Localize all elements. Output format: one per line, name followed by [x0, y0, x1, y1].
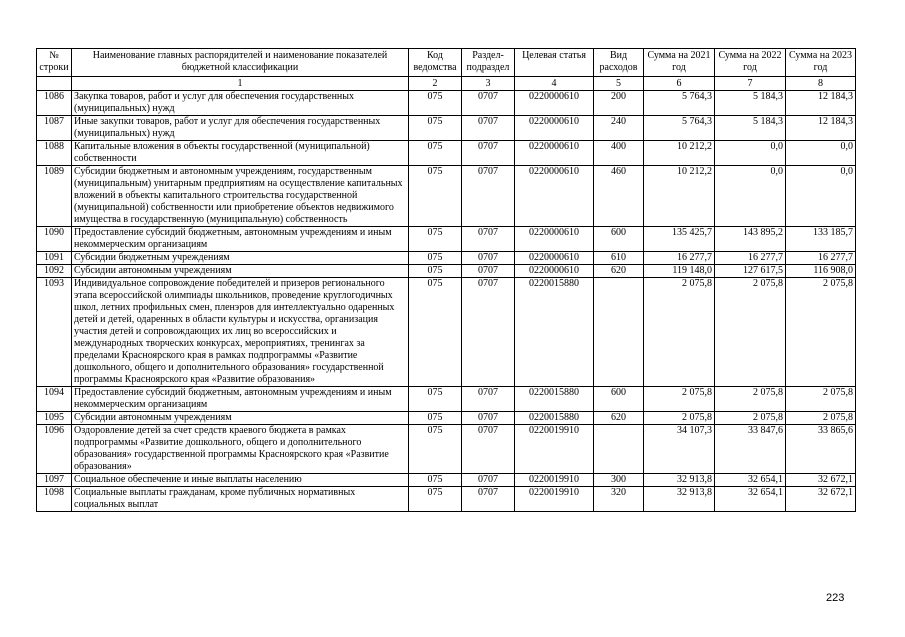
column-number: 4	[515, 77, 594, 91]
column-number: 2	[409, 77, 462, 91]
sum-2023: 0,0	[786, 141, 856, 166]
target-article: 0220015880	[515, 278, 594, 387]
row-name: Капитальные вложения в объекты государственной (муниципальной) собственности	[72, 141, 409, 166]
sum-2021: 10 212,2	[644, 166, 715, 227]
column-number: 8	[786, 77, 856, 91]
department-code: 075	[409, 166, 462, 227]
sum-2023: 133 185,7	[786, 227, 856, 252]
section-code: 0707	[462, 166, 515, 227]
expense-type: 200	[594, 91, 644, 116]
department-code: 075	[409, 91, 462, 116]
section-code: 0707	[462, 474, 515, 487]
table-row	[37, 412, 856, 425]
department-code: 075	[409, 227, 462, 252]
sum-2021: 135 425,7	[644, 227, 715, 252]
row-number: 1091	[37, 252, 72, 265]
row-name: Субсидии автономным учреждениям	[72, 265, 409, 278]
sum-2023: 16 277,7	[786, 252, 856, 265]
expense-type: 460	[594, 166, 644, 227]
target-article: 0220015880	[515, 412, 594, 425]
sum-2022: 32 654,1	[715, 487, 786, 512]
department-code: 075	[409, 487, 462, 512]
expense-type: 300	[594, 474, 644, 487]
department-code: 075	[409, 265, 462, 278]
row-name: Субсидии бюджетным учреждениям	[72, 252, 409, 265]
column-number: 3	[462, 77, 515, 91]
row-name: Субсидии автономным учреждениям	[72, 412, 409, 425]
row-number: 1087	[37, 116, 72, 141]
department-code: 075	[409, 387, 462, 412]
department-code: 075	[409, 412, 462, 425]
row-name: Социальное обеспечение и иные выплаты населению	[72, 474, 409, 487]
department-code: 075	[409, 252, 462, 265]
row-name: Индивидуальное сопровождение победителей и призеров регионального этапа всероссийской олимпиады школьников, проведение круглогодичных школ, летних профильных смен, пленэров для интеллектуально одаренных детей и детей, одаренных в области культуры и искусства, организация участия детей и сопровождающих их лиц во всероссийских и международных творческих конкурсах, мероприятиях, тренингах за пределами Красноярского края в рамках подпрограммы «Развитие дошкольного, общего и дополнительного образования» государственной программы Красноярского края «Развитие образования»	[72, 278, 409, 387]
sum-2021: 119 148,0	[644, 265, 715, 278]
sum-2023: 32 672,1	[786, 474, 856, 487]
sum-2022: 5 184,3	[715, 116, 786, 141]
section-code: 0707	[462, 425, 515, 474]
row-number: 1092	[37, 265, 72, 278]
row-number: 1090	[37, 227, 72, 252]
column-number	[37, 77, 72, 91]
table-row	[37, 425, 856, 474]
expense-type: 320	[594, 487, 644, 512]
row-name: Предоставление субсидий бюджетным, автономным учреждениям и иным некоммерческим организациям	[72, 227, 409, 252]
table-row	[37, 278, 856, 387]
sum-2022: 0,0	[715, 141, 786, 166]
table-row	[37, 487, 856, 512]
section-code: 0707	[462, 141, 515, 166]
header-row	[37, 49, 856, 77]
column-number-row	[37, 77, 856, 91]
target-article: 0220000610	[515, 265, 594, 278]
sum-2023: 2 075,8	[786, 387, 856, 412]
sum-2023: 12 184,3	[786, 116, 856, 141]
target-article: 0220000610	[515, 91, 594, 116]
sum-2021: 16 277,7	[644, 252, 715, 265]
row-number: 1097	[37, 474, 72, 487]
table-row	[37, 91, 856, 116]
department-code: 075	[409, 278, 462, 387]
department-code: 075	[409, 116, 462, 141]
target-article: 0220019910	[515, 425, 594, 474]
expense-type: 610	[594, 252, 644, 265]
row-name: Социальные выплаты гражданам, кроме публичных нормативных социальных выплат	[72, 487, 409, 512]
expense-type: 600	[594, 227, 644, 252]
column-number: 1	[72, 77, 409, 91]
sum-2023: 33 865,6	[786, 425, 856, 474]
sum-2022: 32 654,1	[715, 474, 786, 487]
table-body	[37, 91, 856, 512]
column-number: 5	[594, 77, 644, 91]
sum-2021: 2 075,8	[644, 412, 715, 425]
header-section: Раздел-подраздел	[462, 49, 515, 77]
sum-2023: 12 184,3	[786, 91, 856, 116]
sum-2023: 2 075,8	[786, 412, 856, 425]
row-number: 1086	[37, 91, 72, 116]
page-number: 223	[826, 592, 845, 604]
section-code: 0707	[462, 252, 515, 265]
budget-table	[36, 48, 856, 512]
row-name: Оздоровление детей за счет средств краевого бюджета в рамках подпрограммы «Развитие дошкольного, общего и дополнительного образования» государственной программы Красноярского края «Развитие образования»	[72, 425, 409, 474]
row-name: Предоставление субсидий бюджетным, автономным учреждениям и иным некоммерческим организациям	[72, 387, 409, 412]
sum-2023: 32 672,1	[786, 487, 856, 512]
sum-2022: 2 075,8	[715, 278, 786, 387]
header-row-number: № строки	[37, 49, 72, 77]
table-row	[37, 387, 856, 412]
table-row	[37, 141, 856, 166]
row-number: 1089	[37, 166, 72, 227]
row-name: Иные закупки товаров, работ и услуг для обеспечения государственных (муниципальных) нужд	[72, 116, 409, 141]
row-number: 1096	[37, 425, 72, 474]
row-number: 1093	[37, 278, 72, 387]
target-article: 0220019910	[515, 474, 594, 487]
expense-type	[594, 278, 644, 387]
target-article: 0220000610	[515, 141, 594, 166]
row-name: Субсидии бюджетным и автономным учреждениям, государственным (муниципальным) унитарным предприятиям на осуществление капитальных вложений в объекты капитального строительства государственной (муниципальной) собственности или приобретение объектов недвижимого имущества в государственную (муниципальную) собственность	[72, 166, 409, 227]
header-department-code: Код ведомства	[409, 49, 462, 77]
sum-2021: 2 075,8	[644, 278, 715, 387]
target-article: 0220000610	[515, 166, 594, 227]
table-row	[37, 265, 856, 278]
section-code: 0707	[462, 278, 515, 387]
expense-type	[594, 425, 644, 474]
section-code: 0707	[462, 387, 515, 412]
header-sum-2021: Сумма на 2021 год	[644, 49, 715, 77]
expense-type: 600	[594, 387, 644, 412]
section-code: 0707	[462, 227, 515, 252]
sum-2023: 2 075,8	[786, 278, 856, 387]
sum-2023: 116 908,0	[786, 265, 856, 278]
sum-2023: 0,0	[786, 166, 856, 227]
sum-2022: 33 847,6	[715, 425, 786, 474]
table-row	[37, 116, 856, 141]
target-article: 0220000610	[515, 252, 594, 265]
header-sum-2023: Сумма на 2023 год	[786, 49, 856, 77]
table-row	[37, 166, 856, 227]
expense-type: 240	[594, 116, 644, 141]
expense-type: 620	[594, 265, 644, 278]
target-article: 0220015880	[515, 387, 594, 412]
section-code: 0707	[462, 116, 515, 141]
row-number: 1098	[37, 487, 72, 512]
expense-type: 620	[594, 412, 644, 425]
sum-2021: 10 212,2	[644, 141, 715, 166]
row-number: 1088	[37, 141, 72, 166]
table-row	[37, 252, 856, 265]
header-name: Наименование главных распорядителей и наименование показателей бюджетной классификации	[72, 49, 409, 77]
row-number: 1094	[37, 387, 72, 412]
department-code: 075	[409, 141, 462, 166]
sum-2022: 143 895,2	[715, 227, 786, 252]
target-article: 0220000610	[515, 227, 594, 252]
target-article: 0220000610	[515, 116, 594, 141]
department-code: 075	[409, 474, 462, 487]
section-code: 0707	[462, 487, 515, 512]
sum-2022: 0,0	[715, 166, 786, 227]
column-number: 7	[715, 77, 786, 91]
sum-2021: 5 764,3	[644, 91, 715, 116]
table-row	[37, 474, 856, 487]
sum-2021: 32 913,8	[644, 487, 715, 512]
table-row	[37, 227, 856, 252]
department-code: 075	[409, 425, 462, 474]
target-article: 0220019910	[515, 487, 594, 512]
row-number: 1095	[37, 412, 72, 425]
section-code: 0707	[462, 265, 515, 278]
sum-2022: 2 075,8	[715, 387, 786, 412]
expense-type: 400	[594, 141, 644, 166]
column-number: 6	[644, 77, 715, 91]
section-code: 0707	[462, 91, 515, 116]
sum-2022: 16 277,7	[715, 252, 786, 265]
sum-2021: 5 764,3	[644, 116, 715, 141]
sum-2021: 34 107,3	[644, 425, 715, 474]
header-expense-type: Вид расходов	[594, 49, 644, 77]
sum-2022: 5 184,3	[715, 91, 786, 116]
sum-2021: 2 075,8	[644, 387, 715, 412]
sum-2022: 2 075,8	[715, 412, 786, 425]
sum-2022: 127 617,5	[715, 265, 786, 278]
section-code: 0707	[462, 412, 515, 425]
row-name: Закупка товаров, работ и услуг для обеспечения государственных (муниципальных) нужд	[72, 91, 409, 116]
header-target-article: Целевая статья	[515, 49, 594, 77]
sum-2021: 32 913,8	[644, 474, 715, 487]
header-sum-2022: Сумма на 2022 год	[715, 49, 786, 77]
